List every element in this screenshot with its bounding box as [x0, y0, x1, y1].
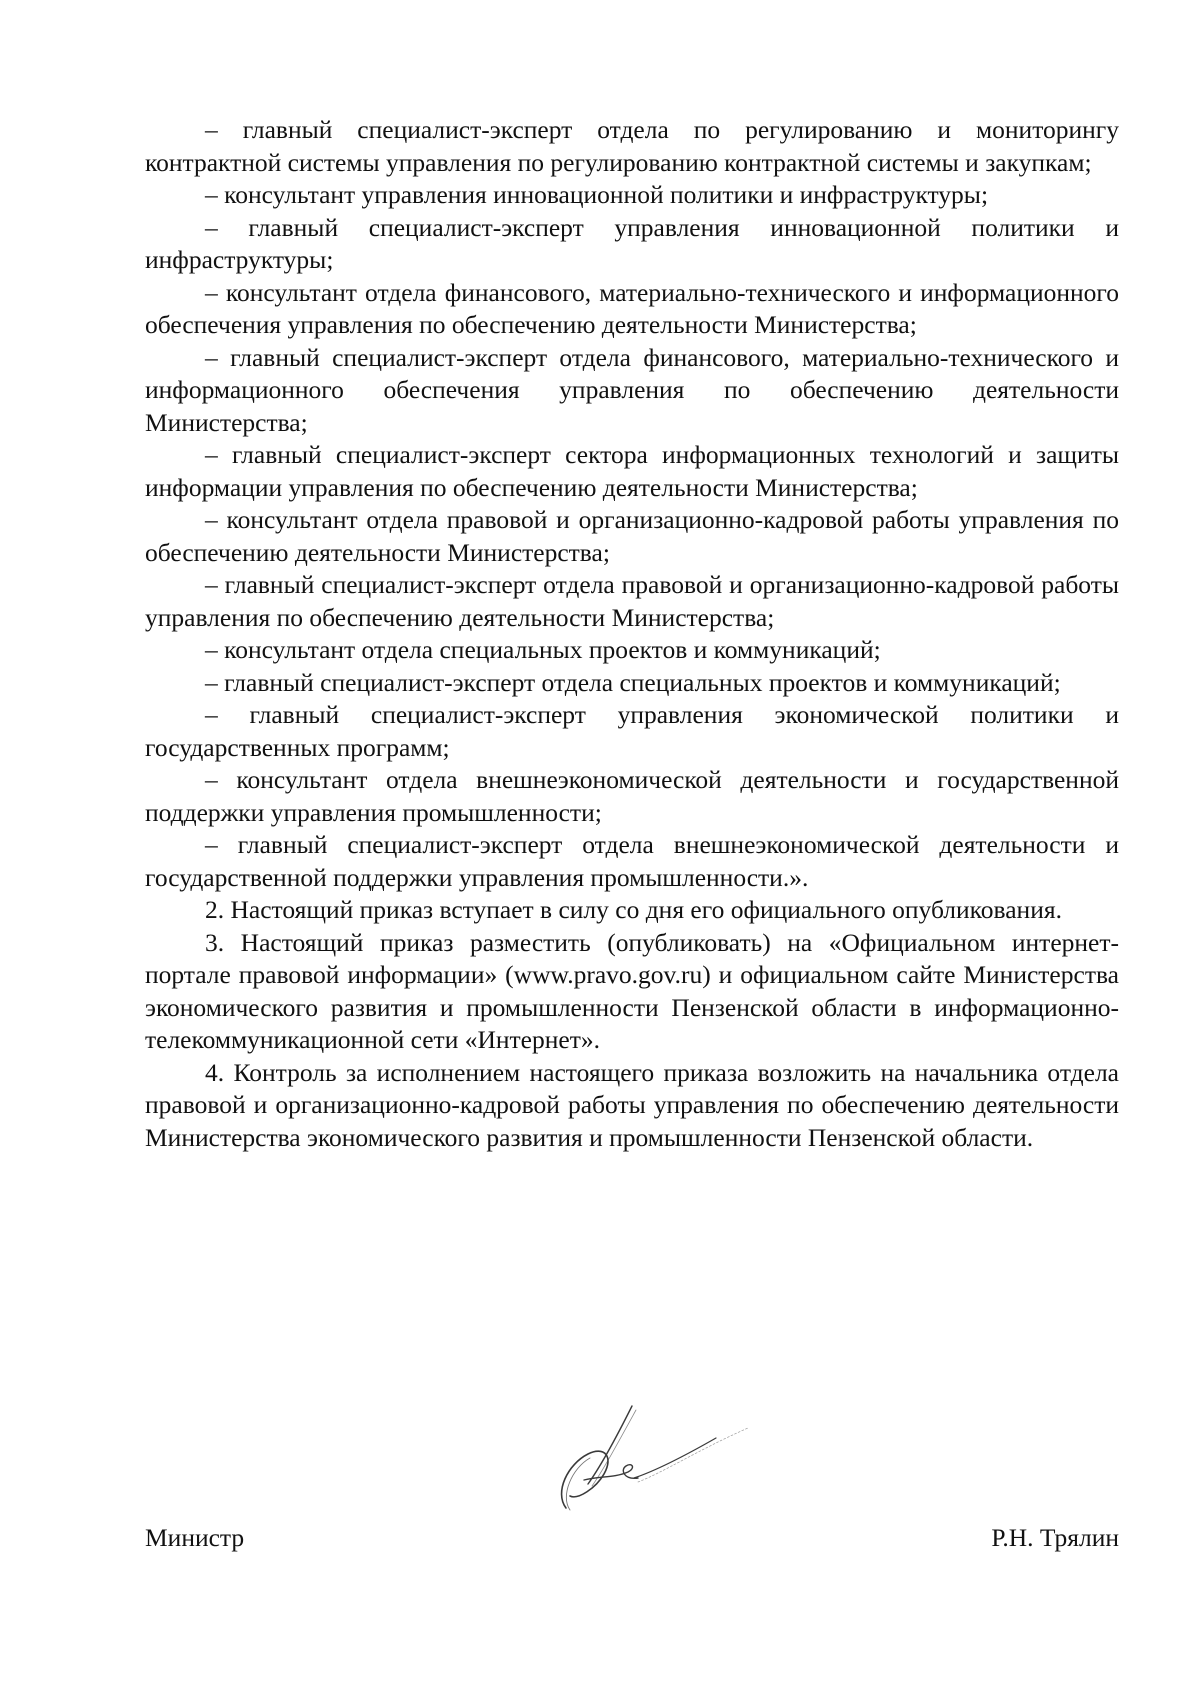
signatory-block — [145, 1522, 1119, 1554]
list-item: – главный специалист-эксперт отдела финансового, материально-технического и информационного обеспечения управления по обеспечению деятельности Министерства; — [145, 342, 1119, 437]
list-item: – главный специалист-эксперт отдела по регулированию и мониторингу контрактной системы управления по регулированию контрактной системы и закупкам; — [145, 115, 1119, 177]
list-item: – консультант отдела правовой и организационно-кадровой работы управления по обеспечению деятельности Министерства; — [145, 505, 1119, 567]
list-item: – консультант управления инновационной политики и инфраструктуры; — [205, 180, 989, 209]
list-item: – главный специалист-эксперт управления инновационной политики и инфраструктуры; — [145, 212, 1119, 274]
list-item: – главный специалист-эксперт отдела правовой и организационно-кадровой работы управления по обеспечению деятельности Министерства; — [145, 570, 1119, 632]
clause-3: 3. Настоящий приказ разместить (опубликовать) на «Официальном интернет-портале правовой информации» (www.pravo.gov.ru) и официальном сайте Министерства экономического развития и промышленности Пензенской области в информационно-телекоммуникационной сети «Интернет». — [145, 927, 1119, 1054]
list-item: – консультант отдела финансового, материально-технического и информационного обеспечения управления по обеспечению деятельности Министерства; — [145, 277, 1119, 339]
clause-2: 2. Настоящий приказ вступает в силу со дня его официального опубликования. — [205, 895, 1062, 924]
signatory-name: Р.Н. Трялин — [991, 1523, 1119, 1552]
list-item: – главный специалист-эксперт управления экономической политики и государственных программ; — [145, 700, 1119, 762]
signatory-position: Министр — [145, 1523, 245, 1552]
signature-icon — [548, 1400, 768, 1520]
list-item: – главный специалист-эксперт сектора информационных технологий и защиты информации управления по обеспечению деятельности Министерства; — [145, 440, 1119, 502]
clause-4: 4. Контроль за исполнением настоящего приказа возложить на начальника отдела правовой и организационно-кадровой работы управления по обеспечению деятельности Министерства экономического развития и промышленности Пензенской области. — [145, 1057, 1119, 1152]
list-item: – консультант отдела внешнеэкономической деятельности и государственной поддержки управления промышленности; — [145, 765, 1119, 827]
document-body — [145, 114, 1119, 1154]
list-item: – главный специалист-эксперт отдела внешнеэкономической деятельности и государственной поддержки управления промышленности.». — [145, 830, 1119, 892]
list-item: – консультант отдела специальных проектов и коммуникаций; — [205, 635, 881, 664]
list-item: – главный специалист-эксперт отдела специальных проектов и коммуникаций; — [205, 667, 1061, 697]
handwritten-signature — [548, 1400, 768, 1520]
